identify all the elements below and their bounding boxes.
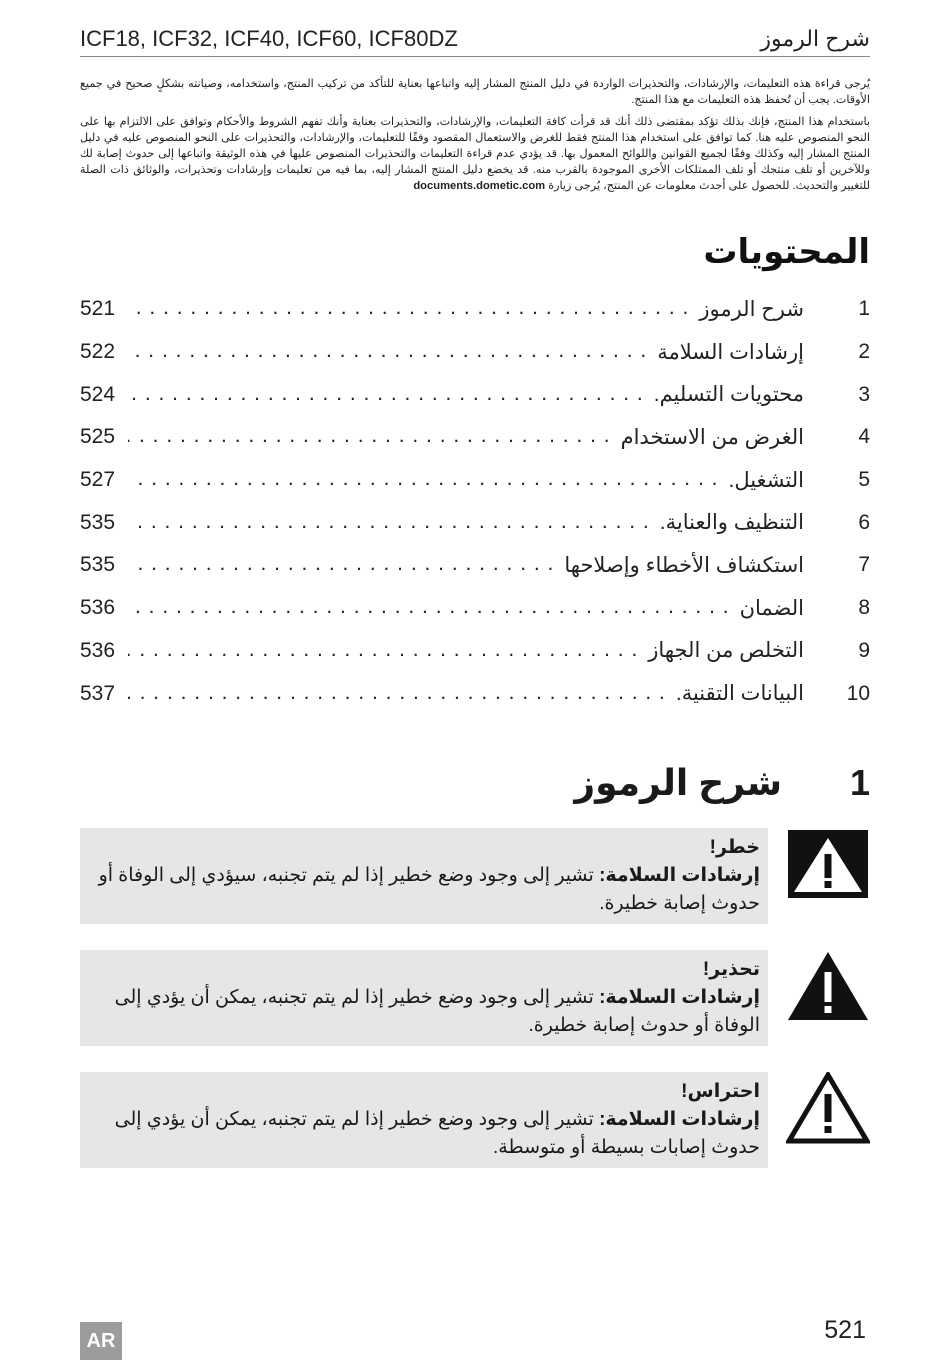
- section-title: شرح الرموز: [574, 762, 782, 803]
- section-number: 1: [849, 762, 870, 803]
- page-number: 521: [824, 1316, 866, 1344]
- toc-page: 527: [80, 468, 116, 492]
- toc-row[interactable]: [80, 416, 870, 459]
- toc-number: 2: [858, 340, 870, 364]
- caution-triangle-icon: [786, 1072, 870, 1144]
- toc-row[interactable]: [80, 331, 870, 374]
- toc-entry-title: شرح الرموز: [695, 297, 804, 322]
- intro-paragraph-1: يُرجى قراءة هذه التعليمات، والإرشادات، والتحذيرات الواردة في دليل المنتج المشار إليه واتباعها بعناية للتأكد من تركيب المنتج، واستخدامه، وصيانته بشكلٍ صحيح في جميع الأوقات. يجب أن تُحفظ هذه التعليمات مع هذا المنتج.: [80, 78, 870, 106]
- toc-row[interactable]: [80, 373, 870, 416]
- toc-entry-title: استكشاف الأخطاء وإصلاحها: [560, 553, 804, 578]
- toc-entry-title: محتويات التسليم.: [650, 382, 804, 407]
- caution-safety-label: إرشادات السلامة:: [599, 1109, 760, 1130]
- toc-row[interactable]: [80, 501, 870, 544]
- warning-safety-label: إرشادات السلامة:: [599, 987, 760, 1008]
- danger-notice-box: [80, 828, 768, 924]
- toc-entry-title: الغرض من الاستخدام: [617, 425, 804, 450]
- toc-page: 525: [80, 425, 116, 449]
- intro-paragraph-2: باستخدام هذا المنتج، فإنك بذلك تؤكد بمقتضى ذلك أنك قد قرأت كافة التعليمات، والإرشادات، والتحذيرات بعناية وأنك تفهم الشروط والأحكام وتوافق على الالتزام بها على النحو المنصوص عليه هنا. كما توافق على استخدام هذا المنتج فقط للغرض والاستعمال المقصود وفقًا للتعليمات، والإرشادات، والتحذيرات على النحو المنصوص عليه في دليل المنتج المشار إليه وكذلك وفقًا لجميع القوانين واللوائح المعمول بها. قد يؤدي عدم قراءة التعليمات والتحذيرات المنصوص عليها في هذه الوثيقة واتباعها إلى حدوث إصابة لك وللآخرين أو تلف منتجك أو تلف الممتلكات الأخرى الموجودة بالقرب منه. قد يخضع دليل المنتج المشار إليه، بما فيه من تعليمات وإرشادات وتحذيرات، والوثائق ذات الصلة للتغيير والتحديث. للحصول على أحدث معلومات عن المنتج، يُرجى زيارة documents.dometic.com: [80, 116, 870, 192]
- toc-leader: [128, 512, 650, 534]
- toc-leader: [128, 384, 644, 406]
- toc-entry-title: إرشادات السلامة: [653, 340, 804, 365]
- caution-notice-box: [80, 1072, 768, 1168]
- toc-page: 536: [80, 596, 116, 620]
- toc-entry-title: البيانات التقنية.: [672, 681, 804, 706]
- danger-warning-icon: [786, 828, 870, 900]
- toc-leader: [128, 426, 611, 448]
- table-of-contents: [80, 288, 870, 715]
- warning-level-label: تحذير!: [702, 959, 760, 980]
- toc-page: 536: [80, 638, 116, 662]
- toc-leader: [128, 298, 689, 320]
- toc-leader: [128, 554, 554, 576]
- toc-row[interactable]: [80, 544, 870, 587]
- toc-row[interactable]: [80, 587, 870, 630]
- toc-entry-title: التخلص من الجهاز: [644, 638, 804, 663]
- caution-text: تشير إلى وجود وضع خطير إذا لم يتم تجنبه، يمكن أن يؤدي إلى حدوث إصابات بسيطة أو متوسطة.: [114, 1109, 760, 1158]
- danger-safety-label: إرشادات السلامة:: [599, 865, 760, 886]
- toc-page: 521: [80, 297, 116, 321]
- page-header: [80, 22, 870, 57]
- header-models: ICF18, ICF32, ICF40, ICF60, ICF80DZ: [80, 26, 458, 51]
- toc-leader: [128, 469, 718, 491]
- toc-number: 5: [858, 468, 870, 492]
- toc-number: 10: [846, 681, 870, 705]
- toc-entry-title: التنظيف والعناية.: [656, 510, 804, 535]
- caution-level-label: احتراس!: [681, 1081, 760, 1102]
- language-badge: AR: [80, 1322, 122, 1360]
- warning-triangle-icon: [786, 950, 870, 1022]
- toc-leader: [128, 597, 730, 619]
- danger-level-label: خطر!: [709, 837, 760, 858]
- toc-number: 1: [858, 297, 870, 321]
- warning-text: تشير إلى وجود وضع خطير إذا لم يتم تجنبه، يمكن أن يؤدي إلى الوفاة أو حدوث إصابة خطيرة.: [114, 987, 760, 1036]
- toc-title: المحتويات: [703, 233, 870, 271]
- toc-number: 4: [858, 425, 870, 449]
- toc-entry-title: التشغيل.: [724, 468, 804, 493]
- toc-page: 535: [80, 510, 116, 534]
- toc-page: 535: [80, 553, 116, 577]
- toc-number: 8: [858, 596, 870, 620]
- intro-url: documents.dometic.com: [413, 180, 546, 192]
- header-section-title: شرح الرموز: [760, 26, 870, 51]
- toc-page: 524: [80, 382, 116, 406]
- toc-row[interactable]: [80, 672, 870, 715]
- toc-leader: [128, 683, 666, 705]
- toc-number: 7: [858, 553, 870, 577]
- toc-row[interactable]: [80, 630, 870, 673]
- warning-notice-box: [80, 950, 768, 1046]
- toc-number: 3: [858, 382, 870, 406]
- section-heading: [470, 760, 870, 806]
- toc-entry-title: الضمان: [736, 596, 804, 621]
- toc-page: 537: [80, 681, 116, 705]
- toc-leader: [128, 640, 638, 662]
- intro-text: [80, 76, 870, 200]
- toc-number: 6: [858, 510, 870, 534]
- toc-row[interactable]: [80, 459, 870, 502]
- toc-number: 9: [858, 638, 870, 662]
- danger-text: تشير إلى وجود وضع خطير إذا لم يتم تجنبه، سيؤدي إلى الوفاة أو حدوث إصابة خطيرة.: [98, 865, 760, 914]
- toc-leader: [128, 341, 647, 363]
- toc-row[interactable]: [80, 288, 870, 331]
- toc-page: 522: [80, 340, 116, 364]
